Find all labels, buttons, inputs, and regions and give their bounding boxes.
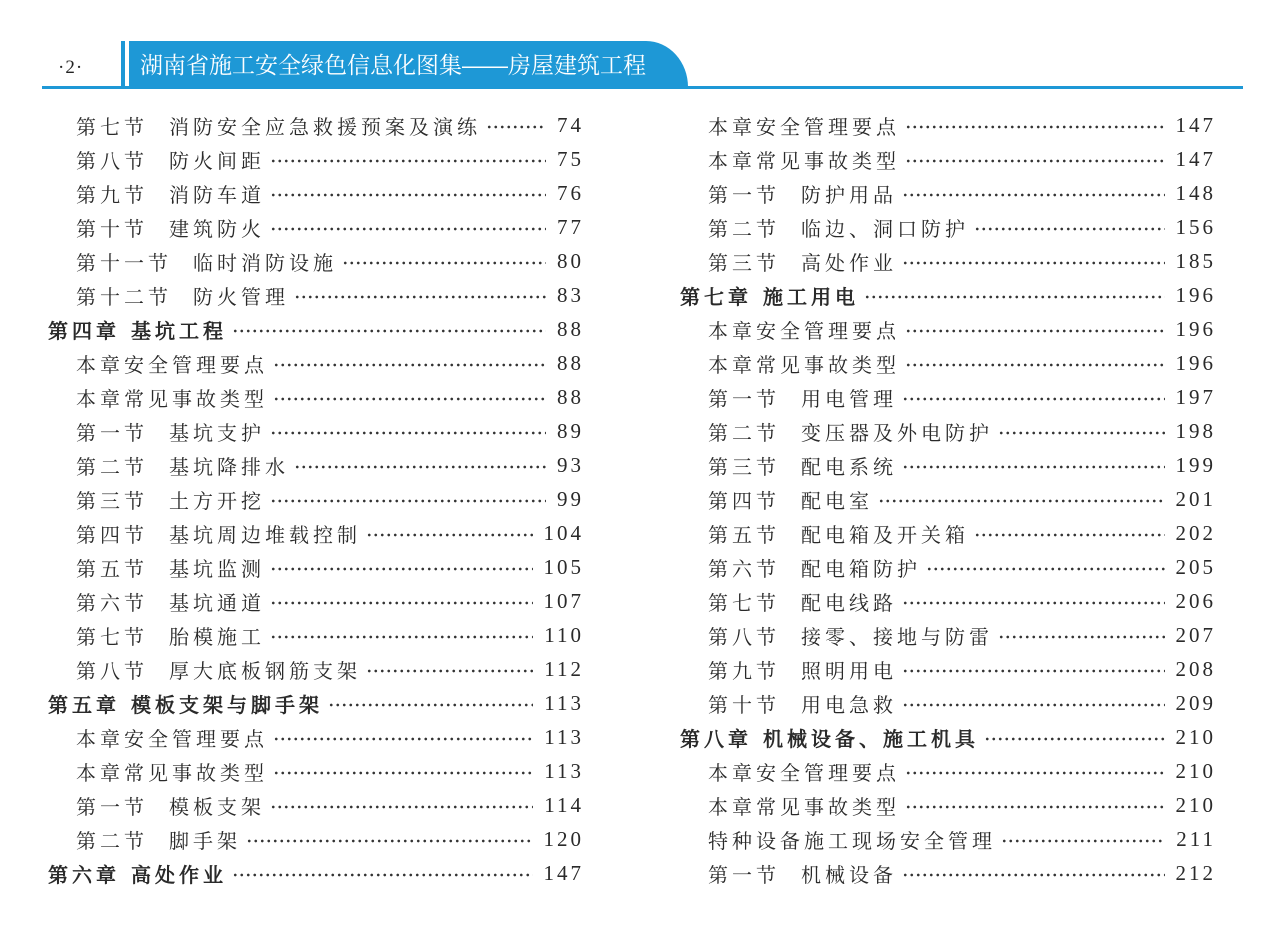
- dot-leader: [270, 159, 546, 163]
- toc-entry-row: [48, 244, 584, 278]
- chapter-title: 模板支架与脚手架: [131, 692, 323, 717]
- section-number: 第十二节: [76, 284, 172, 309]
- section-number: 第二节: [708, 420, 780, 445]
- dot-leader: [905, 363, 1165, 367]
- entry-title: 配电线路: [801, 590, 897, 615]
- toc-page-number: 110: [544, 622, 584, 647]
- entry-title: 建筑防火: [169, 216, 265, 241]
- toc-entry-row: [48, 210, 584, 244]
- dot-leader: [864, 295, 1165, 299]
- dot-leader: [902, 873, 1165, 877]
- toc-page-number: 210: [1175, 758, 1216, 783]
- entry-title: 配电系统: [801, 454, 897, 479]
- toc-page-number: 113: [544, 758, 584, 783]
- entry-title: 本章常见事故类型: [708, 352, 900, 377]
- dot-leader: [270, 567, 533, 571]
- entry-title: 防护用品: [801, 182, 897, 207]
- toc-entry-row: [48, 108, 584, 142]
- dot-leader: [270, 601, 533, 605]
- dot-leader: [273, 771, 533, 775]
- dot-leader: [273, 397, 546, 401]
- section-number: 第二节: [708, 216, 780, 241]
- entry-title: 本章安全管理要点: [76, 726, 268, 751]
- dot-leader: [902, 261, 1165, 265]
- toc-entry-row: [680, 652, 1216, 686]
- toc-page-number: 201: [1175, 486, 1216, 511]
- dot-leader: [998, 431, 1165, 435]
- entry-title: 消防车道: [169, 182, 265, 207]
- section-number: 第十节: [76, 216, 148, 241]
- entry-title: 本章常见事故类型: [76, 386, 268, 411]
- toc-page-number: 113: [544, 724, 584, 749]
- toc-page-number: 185: [1175, 248, 1216, 273]
- toc-page-number: 202: [1175, 520, 1216, 545]
- dot-leader: [998, 635, 1165, 639]
- entry-title: 基坑通道: [169, 590, 265, 615]
- toc-entry-row: [48, 482, 584, 516]
- toc-entry-row: [48, 346, 584, 380]
- toc-entry-row: [680, 516, 1216, 550]
- entry-title: 土方开挖: [169, 488, 265, 513]
- toc-page-number: 120: [543, 826, 584, 851]
- section-number: 第十一节: [76, 250, 172, 275]
- toc-page-number: 148: [1175, 180, 1216, 205]
- toc-chapter-row: [48, 686, 584, 720]
- dot-leader: [1001, 839, 1165, 843]
- section-number: 第五节: [708, 522, 780, 547]
- toc-entry-row: [48, 754, 584, 788]
- dot-leader: [273, 737, 533, 741]
- section-number: 第六节: [708, 556, 780, 581]
- chapter-title: 高处作业: [131, 862, 227, 887]
- toc-entry-row: [680, 788, 1216, 822]
- dot-leader: [366, 669, 533, 673]
- toc-page-number: 147: [1175, 146, 1216, 171]
- section-number: 第六节: [76, 590, 148, 615]
- section-number: 第八节: [76, 658, 148, 683]
- entry-title: 基坑周边堆载控制: [169, 522, 361, 547]
- entry-title: 本章安全管理要点: [708, 114, 900, 139]
- toc-entry-row: [680, 312, 1216, 346]
- toc-page-number: 113: [544, 690, 584, 715]
- chapter-number: 第六章: [48, 862, 120, 887]
- entry-title: 用电管理: [801, 386, 897, 411]
- entry-title: 接零、接地与防雷: [801, 624, 993, 649]
- dot-leader: [366, 533, 533, 537]
- toc-page-number: 114: [544, 792, 584, 817]
- entry-title: 临边、洞口防护: [801, 216, 969, 241]
- toc-entry-row: [48, 550, 584, 584]
- dot-leader: [486, 125, 546, 129]
- toc-entry-row: [48, 414, 584, 448]
- entry-title: 配电箱及开关箱: [801, 522, 969, 547]
- toc-page-number: 199: [1175, 452, 1216, 477]
- section-number: 第九节: [708, 658, 780, 683]
- toc-page-number: 93: [557, 452, 584, 477]
- dot-leader: [232, 329, 546, 333]
- toc-page-number: 212: [1175, 860, 1216, 885]
- section-number: 第五节: [76, 556, 148, 581]
- toc-page-number: 89: [557, 418, 584, 443]
- toc-entry-row: [48, 380, 584, 414]
- toc-chapter-row: [48, 856, 584, 890]
- entry-title: 特种设备施工现场安全管理: [708, 828, 996, 853]
- entry-title: 本章安全管理要点: [708, 760, 900, 785]
- toc-page-number: 105: [543, 554, 584, 579]
- section-number: 第十节: [708, 692, 780, 717]
- entry-title: 本章常见事故类型: [76, 760, 268, 785]
- entry-title: 临时消防设施: [193, 250, 337, 275]
- dot-leader: [232, 873, 533, 877]
- dot-leader: [984, 737, 1165, 741]
- entry-title: 脚手架: [169, 828, 241, 853]
- toc-page-number: 209: [1175, 690, 1216, 715]
- section-number: 第八节: [708, 624, 780, 649]
- section-number: 第一节: [708, 862, 780, 887]
- toc-page-number: 107: [543, 588, 584, 613]
- dot-leader: [342, 261, 546, 265]
- dot-leader: [273, 363, 546, 367]
- section-number: 第四节: [76, 522, 148, 547]
- toc-page-number: 196: [1175, 350, 1216, 375]
- entry-title: 用电急救: [801, 692, 897, 717]
- dot-leader: [902, 703, 1165, 707]
- toc-entry-row: [680, 686, 1216, 720]
- toc-entry-row: [48, 652, 584, 686]
- toc-column-left: [48, 108, 584, 890]
- toc-entry-row: [48, 584, 584, 618]
- dot-leader: [974, 227, 1165, 231]
- toc-entry-row: [680, 346, 1216, 380]
- toc-entry-row: [48, 516, 584, 550]
- toc-page-number: 88: [557, 350, 584, 375]
- toc-page-number: 211: [1176, 826, 1216, 851]
- toc-entry-row: [680, 380, 1216, 414]
- toc-entry-row: [680, 448, 1216, 482]
- toc-entry-row: [680, 414, 1216, 448]
- entry-title: 胎模施工: [169, 624, 265, 649]
- dot-leader: [294, 295, 546, 299]
- dot-leader: [974, 533, 1165, 537]
- toc-page-number: 198: [1175, 418, 1216, 443]
- toc-page-number: 196: [1175, 316, 1216, 341]
- dot-leader: [902, 601, 1165, 605]
- chapter-title: 施工用电: [763, 284, 859, 309]
- entry-title: 本章常见事故类型: [708, 794, 900, 819]
- dot-leader: [905, 159, 1165, 163]
- dot-leader: [270, 227, 546, 231]
- toc-entry-row: [680, 856, 1216, 890]
- section-number: 第八节: [76, 148, 148, 173]
- section-number: 第二节: [76, 828, 148, 853]
- dot-leader: [294, 465, 546, 469]
- header-accent-bar: [121, 41, 125, 87]
- toc-page-number: 75: [557, 146, 584, 171]
- dot-leader: [246, 839, 533, 843]
- toc-chapter-row: [680, 278, 1216, 312]
- entry-title: 机械设备: [801, 862, 897, 887]
- entry-title: 防火管理: [193, 284, 289, 309]
- toc-entry-row: [680, 142, 1216, 176]
- section-number: 第四节: [708, 488, 780, 513]
- toc-page-number: 77: [557, 214, 584, 239]
- section-number: 第一节: [76, 420, 148, 445]
- dot-leader: [905, 329, 1165, 333]
- toc-entry-row: [680, 584, 1216, 618]
- section-number: 第七节: [76, 624, 148, 649]
- entry-title: 防火间距: [169, 148, 265, 173]
- entry-title: 厚大底板钢筋支架: [169, 658, 361, 683]
- toc-entry-row: [48, 618, 584, 652]
- page-number: ·2·: [58, 57, 84, 78]
- toc-page-number: 205: [1175, 554, 1216, 579]
- entry-title: 变压器及外电防护: [801, 420, 993, 445]
- toc-entry-row: [680, 210, 1216, 244]
- toc-entry-row: [680, 550, 1216, 584]
- section-number: 第一节: [76, 794, 148, 819]
- entry-title: 照明用电: [801, 658, 897, 683]
- dot-leader: [905, 125, 1165, 129]
- entry-title: 消防安全应急救援预案及演练: [169, 114, 481, 139]
- entry-title: 基坑支护: [169, 420, 265, 445]
- section-number: 第七节: [76, 114, 148, 139]
- dot-leader: [902, 669, 1165, 673]
- toc-page-number: 210: [1175, 792, 1216, 817]
- toc-entry-row: [680, 482, 1216, 516]
- entry-title: 模板支架: [169, 794, 265, 819]
- toc-entry-row: [680, 754, 1216, 788]
- book-title: 湖南省施工安全绿色信息化图集——房屋建筑工程: [140, 52, 646, 78]
- dot-leader: [270, 805, 533, 809]
- chapter-number: 第七章: [680, 284, 752, 309]
- toc-page-number: 156: [1175, 214, 1216, 239]
- toc-page-number: 104: [543, 520, 584, 545]
- toc-entry-row: [48, 822, 584, 856]
- toc-page-number: 206: [1175, 588, 1216, 613]
- dot-leader: [328, 703, 533, 707]
- toc-chapter-row: [680, 720, 1216, 754]
- toc-chapter-row: [48, 312, 584, 346]
- header-rule: [42, 86, 1243, 89]
- dot-leader: [270, 499, 546, 503]
- toc-entry-row: [680, 618, 1216, 652]
- dot-leader: [905, 771, 1165, 775]
- entry-title: 本章常见事故类型: [708, 148, 900, 173]
- dot-leader: [270, 193, 546, 197]
- entry-title: 高处作业: [801, 250, 897, 275]
- chapter-number: 第五章: [48, 692, 120, 717]
- section-number: 第三节: [708, 454, 780, 479]
- toc-entry-row: [48, 448, 584, 482]
- toc-page-number: 210: [1175, 724, 1216, 749]
- header-title-tab: [129, 41, 688, 87]
- section-number: 第一节: [708, 386, 780, 411]
- toc-page-number: 80: [557, 248, 584, 273]
- section-number: 第九节: [76, 182, 148, 207]
- toc-page-number: 74: [557, 112, 584, 137]
- toc-page-number: 112: [544, 656, 584, 681]
- toc-page-number: 76: [557, 180, 584, 205]
- section-number: 第三节: [76, 488, 148, 513]
- dot-leader: [878, 499, 1165, 503]
- toc-entry-row: [48, 788, 584, 822]
- entry-title: 基坑监测: [169, 556, 265, 581]
- dot-leader: [926, 567, 1165, 571]
- toc-entry-row: [48, 720, 584, 754]
- entry-title: 配电室: [801, 488, 873, 513]
- toc-page-number: 83: [557, 282, 584, 307]
- section-number: 第一节: [708, 182, 780, 207]
- toc-entry-row: [48, 176, 584, 210]
- section-number: 第二节: [76, 454, 148, 479]
- dot-leader: [902, 397, 1165, 401]
- dot-leader: [902, 465, 1165, 469]
- toc-entry-row: [680, 822, 1216, 856]
- toc-page-number: 147: [1175, 112, 1216, 137]
- toc-entry-row: [680, 176, 1216, 210]
- section-number: 第三节: [708, 250, 780, 275]
- toc-page-number: 147: [543, 860, 584, 885]
- toc-entry-row: [680, 244, 1216, 278]
- entry-title: 配电箱防护: [801, 556, 921, 581]
- toc-page-number: 208: [1175, 656, 1216, 681]
- toc-entry-row: [48, 278, 584, 312]
- dot-leader: [270, 431, 546, 435]
- toc-page-number: 207: [1175, 622, 1216, 647]
- entry-title: 本章安全管理要点: [76, 352, 268, 377]
- toc-column-right: [680, 108, 1216, 890]
- dot-leader: [905, 805, 1165, 809]
- toc-page-number: 99: [557, 486, 584, 511]
- toc-entry-row: [48, 142, 584, 176]
- toc-page-number: 88: [557, 316, 584, 341]
- entry-title: 基坑降排水: [169, 454, 289, 479]
- toc-entry-row: [680, 108, 1216, 142]
- entry-title: 本章安全管理要点: [708, 318, 900, 343]
- dot-leader: [902, 193, 1165, 197]
- chapter-title: 机械设备、施工机具: [763, 726, 979, 751]
- toc-page-number: 88: [557, 384, 584, 409]
- chapter-number: 第四章: [48, 318, 120, 343]
- page-header: [0, 0, 1281, 95]
- dot-leader: [270, 635, 533, 639]
- toc-page-number: 197: [1175, 384, 1216, 409]
- section-number: 第七节: [708, 590, 780, 615]
- toc-page-number: 196: [1175, 282, 1216, 307]
- chapter-number: 第八章: [680, 726, 752, 751]
- chapter-title: 基坑工程: [131, 318, 227, 343]
